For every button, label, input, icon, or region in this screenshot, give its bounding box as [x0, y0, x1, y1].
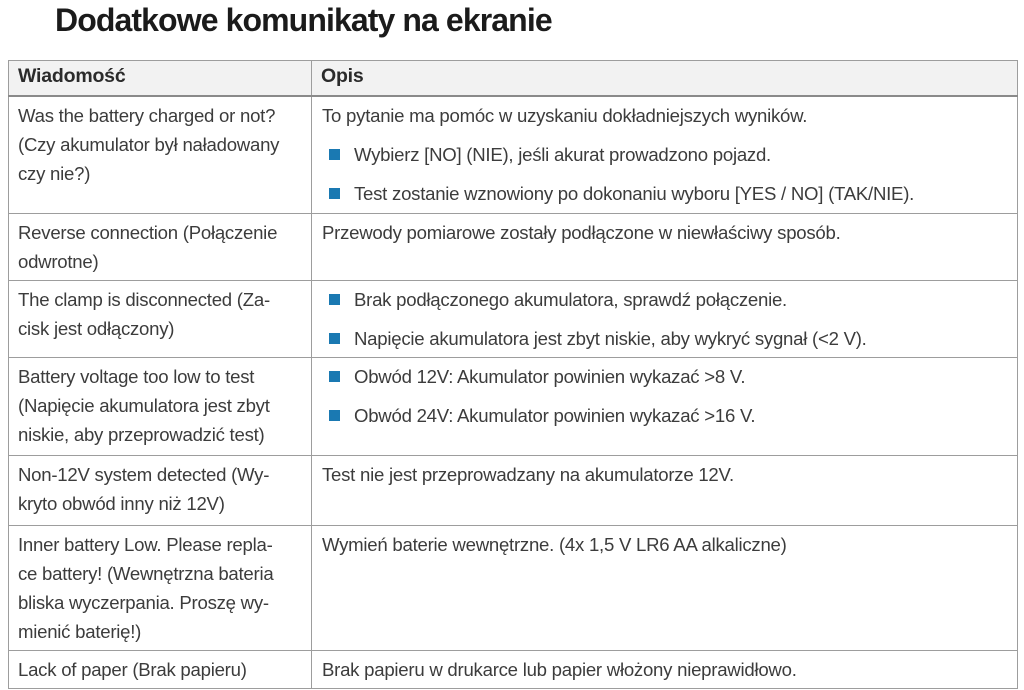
- bullet-text: Test zostanie wznowiony po dokonaniu wyboru [YES / NO] (TAK/NIE).: [354, 182, 915, 204]
- bullet-square-icon: [329, 188, 340, 199]
- bullet-text: Napięcie akumulatora jest zbyt niskie, aby wykryć sygnał (<2 V).: [354, 328, 867, 349]
- description-cell: [312, 214, 1018, 281]
- message-line: (Napięcie akumulatora jest zbyt: [18, 395, 270, 416]
- bullet-text: Brak podłączonego akumulatora, sprawdź połączenie.: [354, 289, 787, 310]
- message-cell: [9, 281, 312, 358]
- bullet-square-icon: [329, 333, 340, 344]
- bullet-item: [322, 324, 1009, 353]
- description-text: Wymień baterie wewnętrzne. (4x 1,5 V LR6 AA alkaliczne): [322, 534, 787, 555]
- description-cell: [312, 358, 1018, 456]
- table-row: [9, 214, 1018, 281]
- message-cell: [9, 526, 312, 651]
- message-line: Was the battery charged or not?: [18, 104, 276, 126]
- message-line: mienić baterię!): [18, 621, 142, 642]
- table-row: [9, 456, 1018, 526]
- description-text: To pytanie ma pomóc w uzyskaniu dokładniejszych wyników.: [322, 104, 808, 126]
- message-cell: [9, 456, 312, 526]
- message-cell: [9, 96, 312, 214]
- description-cell: [312, 526, 1018, 651]
- message-line: niskie, aby przeprowadzić test): [18, 424, 265, 445]
- bullet-square-icon: [329, 410, 340, 421]
- table-header-row: [9, 61, 1018, 96]
- message-cell: [9, 214, 312, 281]
- description-cell: [312, 96, 1018, 214]
- bullet-item: [322, 362, 1009, 391]
- description-text: Test nie jest przeprowadzany na akumulatorze 12V.: [322, 464, 734, 485]
- bullet-item: [322, 179, 1009, 208]
- message-line: Non-12V system detected (Wy-: [18, 464, 270, 485]
- column-header-description: Opis: [312, 61, 1018, 96]
- bullet-square-icon: [329, 149, 340, 160]
- bullet-item: [322, 285, 1009, 314]
- message-line: czy nie?): [18, 162, 91, 184]
- description-cell: [312, 281, 1018, 358]
- message-line: Inner battery Low. Please repla-: [18, 534, 273, 555]
- message-cell: [9, 651, 312, 689]
- message-line: bliska wyczerpania. Proszę wy-: [18, 592, 269, 613]
- table-body: [9, 96, 1018, 689]
- message-cell: [9, 358, 312, 456]
- page-title: Dodatkowe komunikaty na ekranie: [55, 2, 552, 38]
- column-header-message: Wiadomość: [9, 61, 312, 96]
- bullet-square-icon: [329, 371, 340, 382]
- bullet-item: [322, 401, 1009, 430]
- table-row: [9, 651, 1018, 689]
- description-text: Przewody pomiarowe zostały podłączone w niewłaściwy sposób.: [322, 222, 841, 243]
- message-line: ce battery! (Wewnętrzna bateria: [18, 563, 274, 584]
- message-line: (Czy akumulator był naładowany: [18, 133, 280, 155]
- description-cell: [312, 456, 1018, 526]
- message-line: The clamp is disconnected (Za-: [18, 289, 270, 310]
- table-row: [9, 526, 1018, 651]
- description-cell: [312, 651, 1018, 689]
- bullet-item: [322, 140, 1009, 169]
- messages-table: [8, 60, 1018, 689]
- bullet-text: Wybierz [NO] (NIE), jeśli akurat prowadzono pojazd.: [354, 143, 771, 165]
- bullet-text: Obwód 12V: Akumulator powinien wykazać >8 V.: [354, 366, 746, 387]
- table-row: [9, 96, 1018, 214]
- message-line: cisk jest odłączony): [18, 318, 175, 339]
- message-line: Reverse connection (Połączenie: [18, 222, 278, 243]
- table-row: [9, 358, 1018, 456]
- bullet-square-icon: [329, 294, 340, 305]
- message-line: odwrotne): [18, 251, 99, 272]
- message-line: kryto obwód inny niż 12V): [18, 493, 225, 514]
- message-line: Lack of paper (Brak papieru): [18, 659, 247, 680]
- table-row: [9, 281, 1018, 358]
- bullet-text: Obwód 24V: Akumulator powinien wykazać >16 V.: [354, 405, 756, 426]
- message-line: Battery voltage too low to test: [18, 366, 255, 387]
- description-text: Brak papieru w drukarce lub papier włożony nieprawidłowo.: [322, 659, 797, 680]
